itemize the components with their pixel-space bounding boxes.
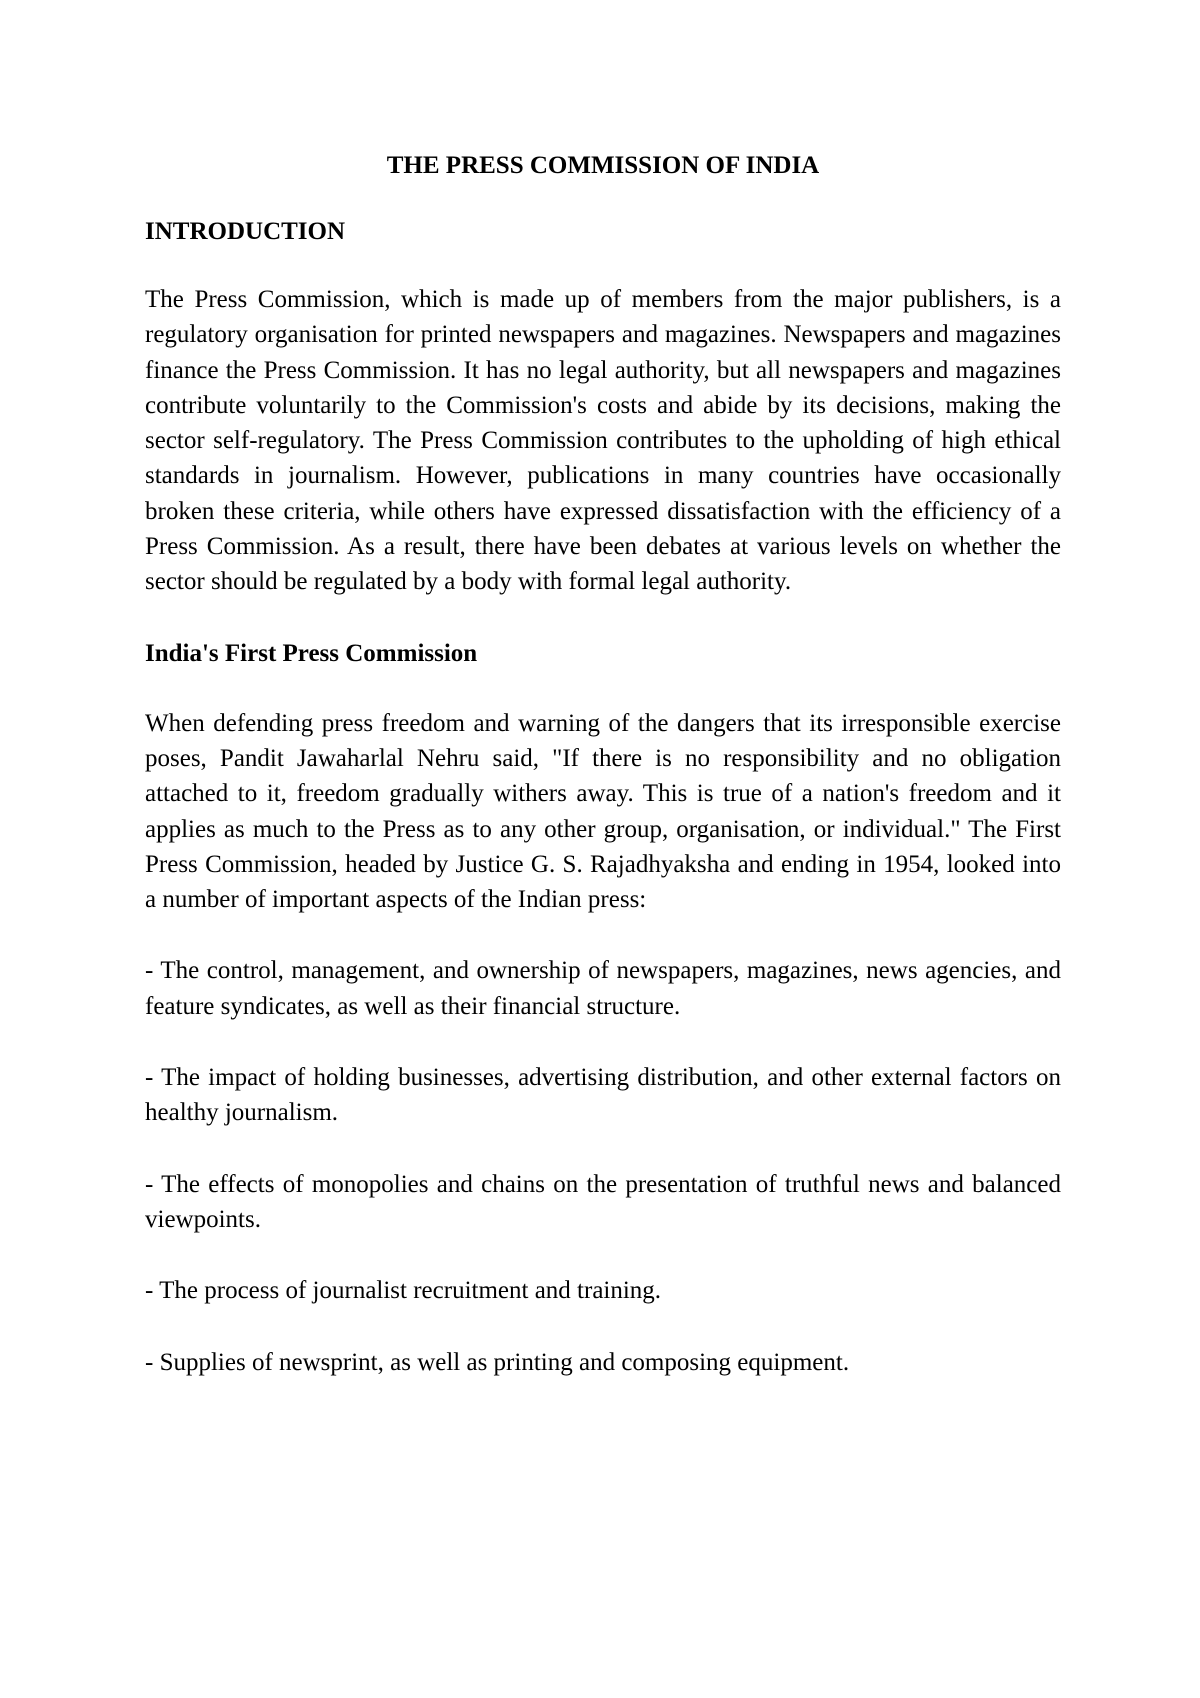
document-title: THE PRESS COMMISSION OF INDIA [386,152,820,179]
list-item: - The control, management, and ownership of newspapers, magazines, news agencies, and feature syndicates, as well as their financial structure. [145,957,1061,1020]
section-heading-first-press-commission: India's First Press Commission [145,639,478,667]
list-item: - The effects of monopolies and chains on the presentation of truthful news and balanced viewpoints. [145,1170,1061,1233]
list-item: - Supplies of newsprint, as well as printing and composing equipment. [145,1348,850,1376]
document-body [145,148,1061,1380]
section-heading-introduction: INTRODUCTION [145,218,346,245]
list-item: - The process of journalist recruitment and training. [145,1277,662,1305]
introduction-paragraph: The Press Commission, which is made up of members from the major publishers, is a regulatory organisation for printed newspapers and magazines. Newspapers and magazines finance the Press Commission. It has no legal authority, but all newspapers and magazines contribute voluntarily to the Commission's costs and abide by its decisions, making the sector self-regulatory. The Press Commission contributes to the upholding of high ethical standards in journalism. However, publications in many countries have occasionally broken these criteria, while others have expressed dissatisfaction with the efficiency of a Press Commission. As a result, there have been debates at various levels on whether the sector should be regulated by a body with formal legal authority. [145,286,1061,596]
list-item: - The impact of holding businesses, advertising distribution, and other external factors on healthy journalism. [145,1064,1061,1127]
first-press-commission-paragraph: When defending press freedom and warning of the dangers that its irresponsible exercise poses, Pandit Jawaharlal Nehru said, "If there is no responsibility and no obligation attached to it, freedom gradually withers away. This is true of a nation's freedom and it applies as much to the Press as to any other group, organisation, or individual." The First Press Commission, headed by Justice G. S. Rajadhyaksha and ending in 1954, looked into a number of important aspects of the Indian press: [145,709,1061,914]
